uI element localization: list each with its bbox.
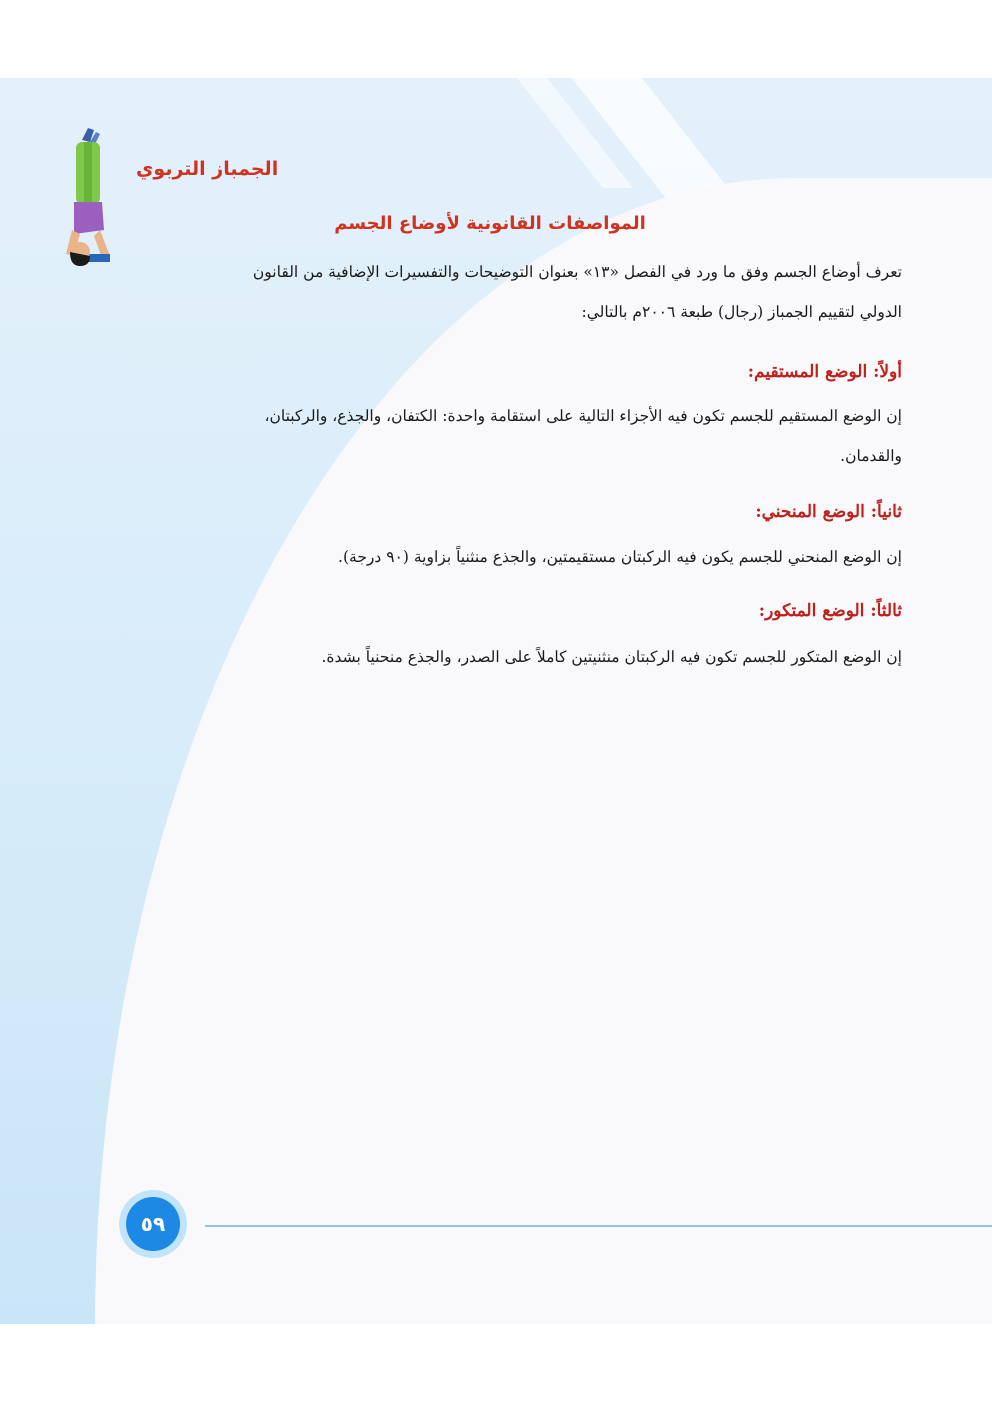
page-number: ٥٩ [126, 1197, 180, 1251]
section-text-straight-1: إن الوضع المستقيم للجسم تكون فيه الأجزاء التالية على استقامة واحدة: الكتفان، والجذع، والركبتان، [264, 407, 902, 425]
section-text-straight-2: والقدمان. [840, 447, 902, 465]
section-heading-tucked: ثالثاً: الوضع المتكور: [758, 601, 902, 621]
intro-line-2: الدولي لتقييم الجمباز (رجال) طبعة ٢٠٠٦م بالتالي: [581, 303, 902, 321]
section-heading-bent: ثانياً: الوضع المنحني: [755, 502, 902, 522]
section-text-bent: إن الوضع المنحني للجسم يكون فيه الركبتان مستقيمتين، والجذع منثنياً بزاوية (٩٠ درجة). [338, 548, 902, 566]
header-title: الجمباز التربوي [136, 158, 279, 180]
section-text-tucked: إن الوضع المتكور للجسم تكون فيه الركبتان منثنيتين كاملاً على الصدر، والجذع منحنياً بشدة. [321, 648, 902, 666]
main-title: المواصفات القانونية لأوضاع الجسم [334, 213, 646, 234]
section-heading-straight: أولاً: الوضع المستقيم: [747, 362, 902, 382]
headstand-figure-icon [62, 126, 118, 274]
content-sheet [95, 178, 992, 1324]
footer-divider [205, 1225, 992, 1227]
intro-line-1: تعرف أوضاع الجسم وفق ما ورد في الفصل «١٣» بعنوان التوضيحات والتفسيرات الإضافية من القانون [252, 263, 902, 281]
